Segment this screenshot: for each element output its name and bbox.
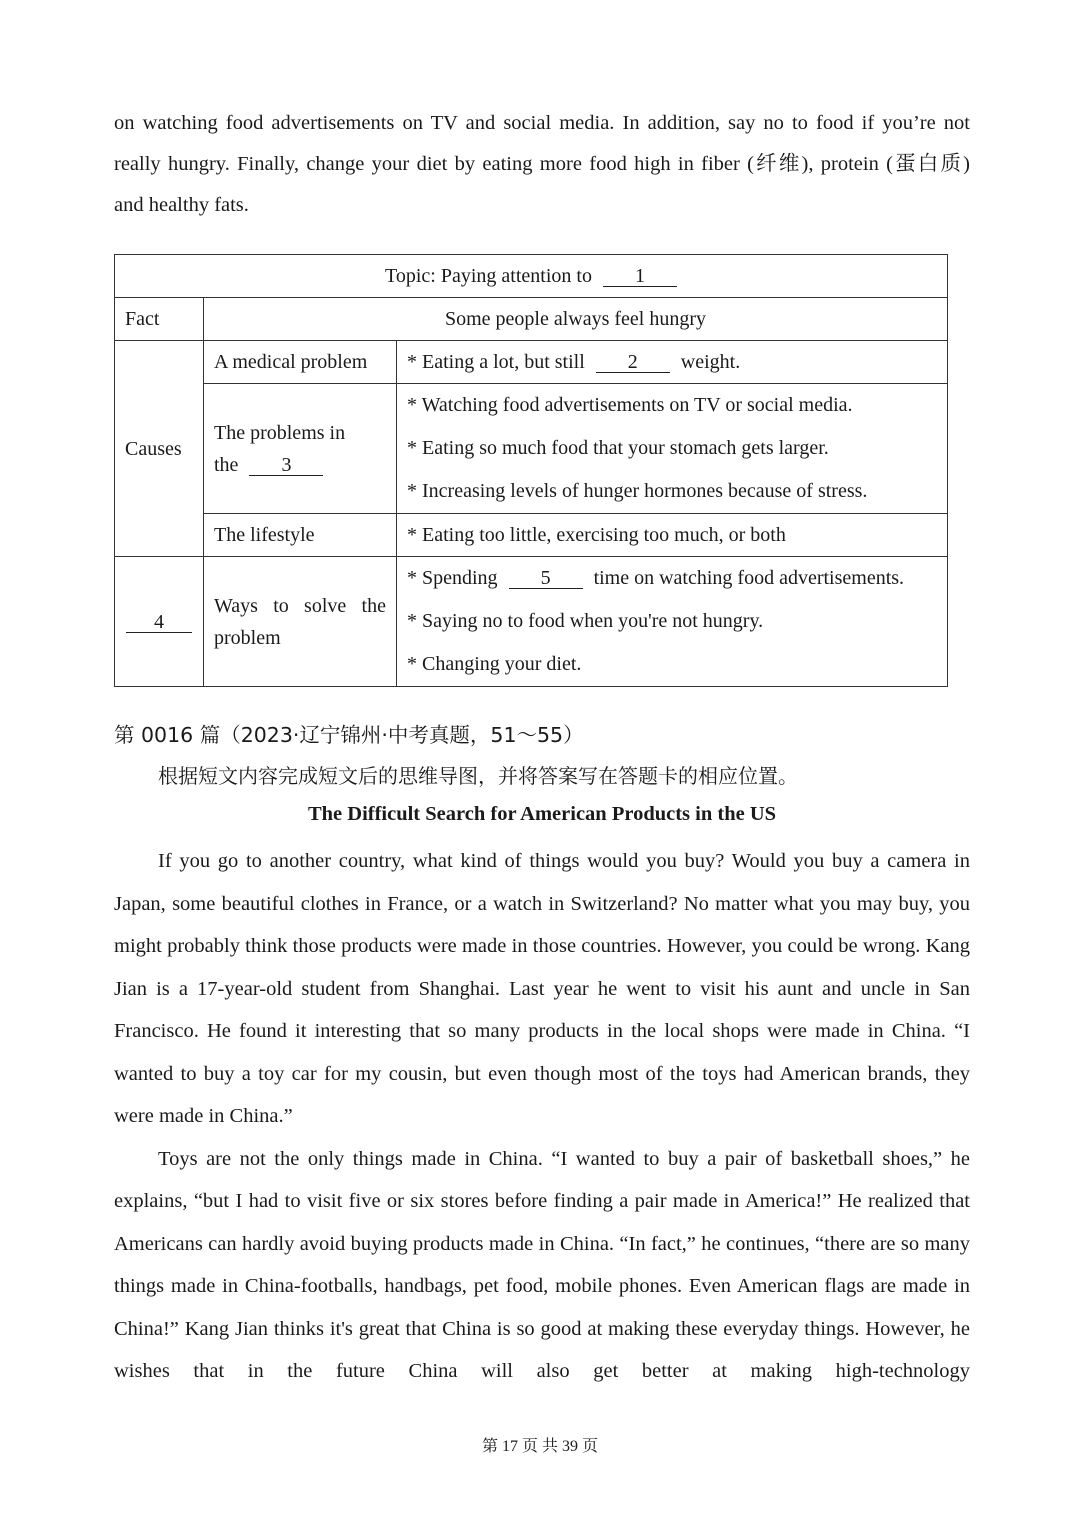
medical-pre: * Eating a lot, but still <box>407 351 585 373</box>
blank-2: 2 <box>596 352 670 373</box>
fact-value: Some people always feel hungry <box>204 298 948 341</box>
medical-detail <box>397 341 948 384</box>
problems-label-the: the <box>214 453 239 476</box>
cause-lifestyle-row <box>115 514 948 557</box>
topic-cell <box>115 255 948 298</box>
problems-item-2: * Eating so much food that your stomach gets larger. <box>407 437 829 459</box>
mind-map-table <box>114 254 948 687</box>
blank-4-cell <box>115 557 204 687</box>
problems-label-line-2 <box>214 449 386 481</box>
ways-item-1 <box>407 557 937 600</box>
section-instruction: 根据短文内容完成短文后的思维导图，并将答案写在答题卡的相应位置。 <box>158 764 798 788</box>
passage-paragraph-1: If you go to another country, what kind of things would you buy? Would you buy a camera in Japan, some beautiful clothes in France, or a watch in Switzerland? No matter what you may buy, you might probably think those products were made in those countries. However, you could be wrong. Kang Jian is a 17-year-old student from Shanghai. Last year he went to visit his aunt and uncle in San Francisco. He found it interesting that so many products in the local shops were made in China. “I wanted to buy a toy car for my cousin, but even though most of the toys had American brands, they were made in China.” <box>114 850 970 1127</box>
intro-paragraph <box>114 103 970 226</box>
fact-label: Fact <box>115 298 204 341</box>
medical-label: A medical problem <box>204 341 397 384</box>
ways-item-2: * Saying no to food when you're not hungry. <box>407 610 764 632</box>
ways-row <box>115 557 948 687</box>
causes-label: Causes <box>115 341 204 557</box>
passage-paragraph-2: Toys are not the only things made in China. “I wanted to buy a pair of basketball shoes,” he explains, “but I had to visit five or six stores before finding a pair made in America!” He realized that Americans can hardly avoid buying products made in China. “In fact,” he continues, “there are so many things made in China-footballs, handbags, pet food, mobile phones. Even American flags are made in China!” Kang Jian thinks it's great that China is so good at making these everyday things. However, he wishes that in the future China will also get better at making high-technology <box>114 1147 970 1382</box>
section-heading: 第 0016 篇（2023·辽宁锦州·中考真题，51～55） <box>114 723 584 747</box>
problems-label <box>204 384 397 514</box>
ways-pre: * Spending <box>407 567 498 589</box>
passage-title: The Difficult Search for American Products in the US <box>307 803 777 825</box>
medical-post: weight. <box>680 351 741 373</box>
problems-detail <box>397 384 948 514</box>
problems-item-3: * Increasing levels of hunger hormones because of stress. <box>407 480 868 502</box>
ways-label-line-2: problem <box>214 626 281 649</box>
lifestyle-label: The lifestyle <box>204 514 397 557</box>
lifestyle-detail: * Eating too little, exercising too much, or both <box>397 514 948 557</box>
intro-line-1: on watching food advertisements on TV and social media. In addition, say no to food if you’re not <box>114 112 970 134</box>
problems-item-1: * Watching food advertisements on TV or social media. <box>407 394 853 416</box>
ways-item-3: * Changing your diet. <box>407 653 582 675</box>
blank-4: 4 <box>126 612 192 633</box>
topic-text: Topic: Paying attention to <box>385 265 592 287</box>
blank-1: 1 <box>603 266 677 287</box>
passage-body <box>114 840 970 1393</box>
ways-label-line-1: Ways to solve the <box>214 594 386 617</box>
ways-label <box>204 557 397 687</box>
intro-line-2: really hungry. Finally, change your diet by eating more food high in fiber (纤维), protein (蛋白质) <box>114 153 970 175</box>
topic-row <box>115 255 948 298</box>
fact-row <box>115 298 948 341</box>
blank-3: 3 <box>249 455 323 476</box>
ways-detail <box>397 557 948 687</box>
cause-problems-row <box>115 384 948 514</box>
blank-5: 5 <box>509 568 583 589</box>
ways-post: time on watching food advertisements. <box>593 567 905 589</box>
problems-label-line-1: The problems in <box>214 421 346 444</box>
page-footer: 第 17 页 共 39 页 <box>481 1438 598 1455</box>
intro-line-3: and healthy fats. <box>114 194 249 216</box>
cause-medical-row <box>115 341 948 384</box>
